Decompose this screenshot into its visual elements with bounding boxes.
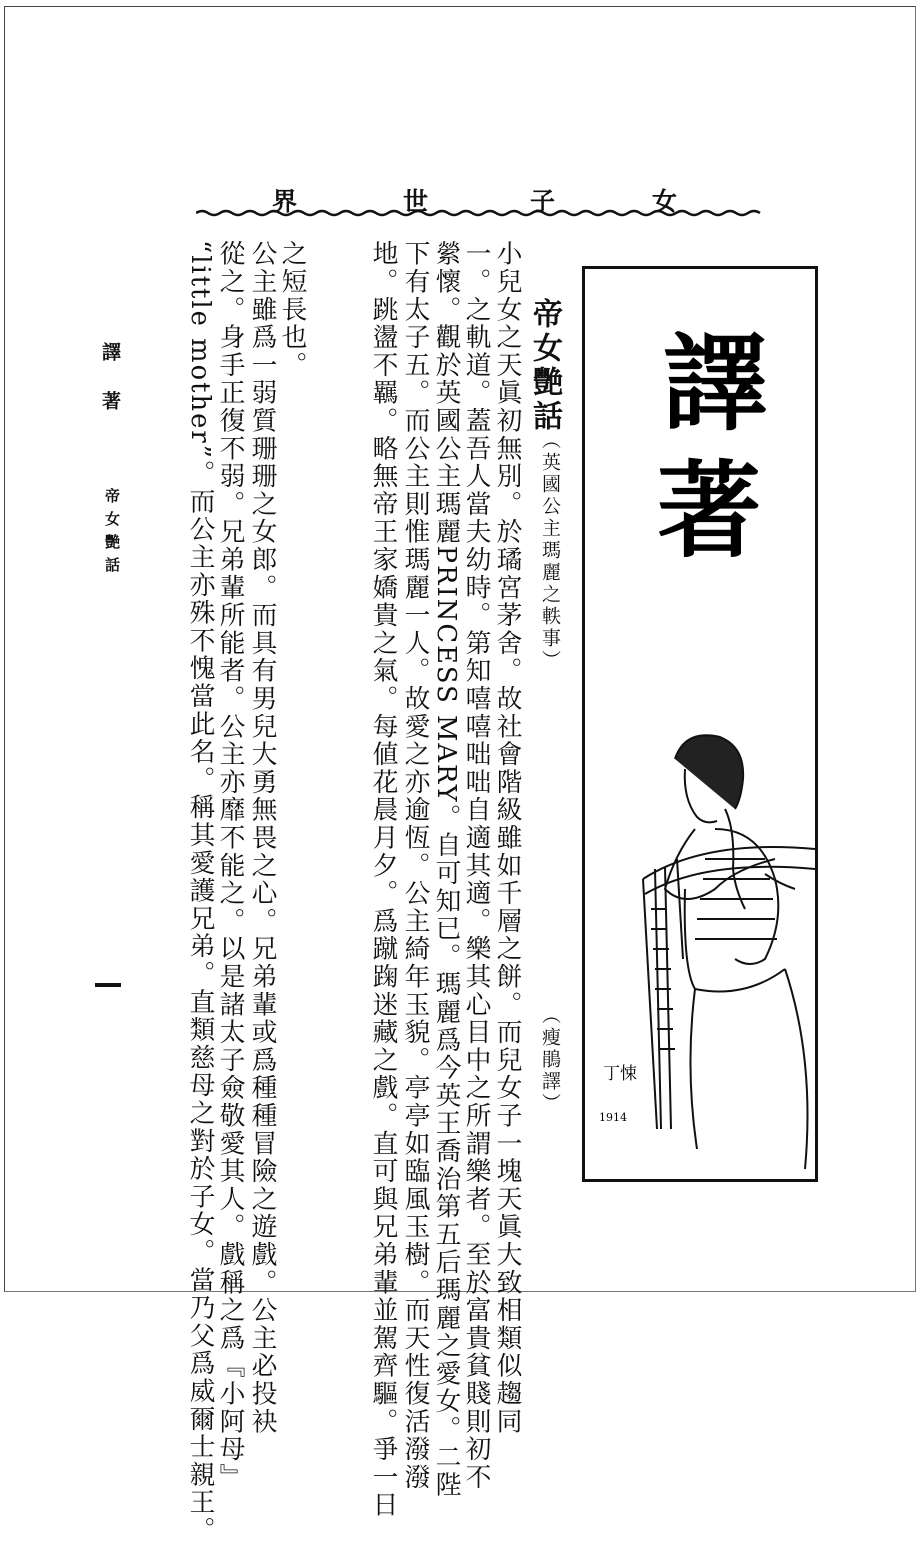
illustration-heading-char: 著 [656, 449, 762, 572]
woman-seated-illustration [585, 269, 815, 1179]
chair-drawing [643, 847, 815, 1129]
article-title: 帝女艷話 [527, 298, 562, 434]
illustration-panel [582, 266, 818, 1182]
body-column: “little mother”。而公主亦殊不愧當此名。稱其愛護兄弟。直類慈母之對於子女。當乃父爲威爾士親王。 [185, 240, 215, 1544]
woman-figure [665, 735, 808, 1169]
illustration-heading-char: 譯 [662, 321, 768, 444]
header-wavy-rule [196, 208, 766, 218]
body-column: 公主雖爲一弱質珊珊之女郎。而具有男兒大勇無畏之心。兄弟輩或爲種種冒險之遊戲。公主必投袂 [247, 240, 277, 1436]
footer-section: 譯著 [99, 342, 121, 440]
body-column: 一。之軌道。蓋吾人當夫幼時。第知嘻嘻咄咄自適其適。樂其心目中之所謂樂者。至於富貴貧賤則初不 [461, 240, 491, 1491]
article-subtitle: （英國公主瑪麗之軼事） [539, 430, 561, 672]
header-char: 世 [403, 187, 429, 216]
body-column: 縈懷。觀於英國公主瑪麗PRINCESS MARY。自可知已。瑪麗爲今英王喬治第五后瑪麗之愛女。二陛 [431, 240, 461, 1499]
signature-text: 丁悚 [603, 1064, 637, 1084]
header-char: 界 [272, 187, 298, 216]
body-column: 從之。身手正復不弱。兄弟輩所能者。公主亦靡不能之。以是諸太子僉敬愛其人。戲稱之爲『小阿母』 [215, 240, 245, 1491]
body-column: 小兒女之天眞初無別。於璚宮茅舍。故社會階級雖如千層之餅。而兒女子一塊天眞大致相類似趨同 [492, 240, 522, 1436]
signature-year: 1914 [599, 1111, 627, 1124]
body-column: 之短長也。 [277, 240, 307, 379]
header-char: 子 [530, 187, 556, 216]
body-column: 地。跳盪不羈。略無帝王家嬌貴之氣。每値花晨月夕。爲蹴踘迷藏之戲。直可與兄弟輩並駕齊驅。爭一日 [368, 240, 398, 1519]
footer-title: 帝女艷話 [103, 488, 121, 580]
translator-credit: （瘦鵑譯） [539, 1005, 561, 1115]
artist-signature [599, 1064, 637, 1124]
page-number [95, 983, 121, 987]
header-char: 女 [652, 187, 678, 216]
body-column: 下有太子五。而公主則惟瑪麗一人。故愛之亦逾恆。公主綺年玉貌。亭亭如臨風玉樹。而天性復活潑潑 [400, 240, 430, 1491]
